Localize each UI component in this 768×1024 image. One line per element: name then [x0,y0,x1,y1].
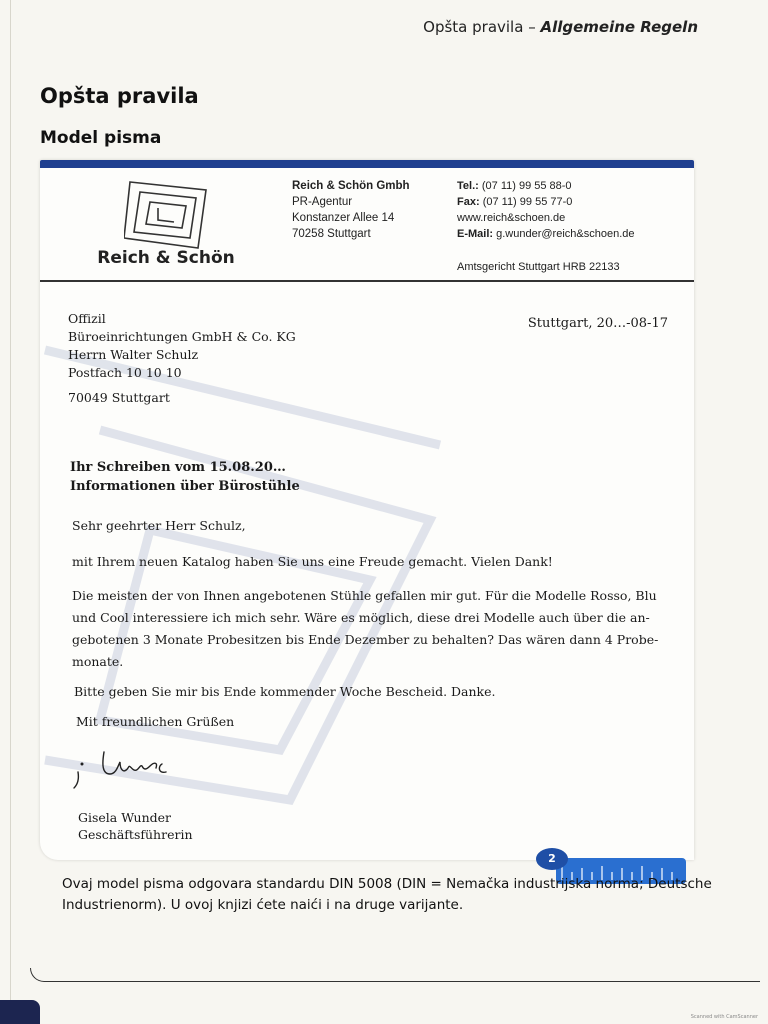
fax-value: (07 11) 99 55 77-0 [482,196,573,208]
website: www.reich&schoen.de [457,212,566,224]
company-name: Reich & Schön [97,248,235,268]
sub-title: Model pisma [40,128,162,148]
body-paragraph-2 [72,585,677,673]
running-header-sr: Opšta pravila [423,18,524,36]
address-line: 70258 Stuttgart [292,228,371,240]
recipient-line: Büroeinrichtungen GmbH & Co. KG [68,329,296,344]
tel-value: (07 11) 99 55 88-0 [481,180,572,192]
letter-date: Stuttgart, 20…-08-17 [527,316,668,331]
commercial-register: Amtsgericht Stuttgart HRB 22133 [457,261,620,273]
company-logo-icon [124,180,208,250]
scanner-watermark: Scanned with CamScanner [690,1014,758,1020]
signer-block [78,809,193,843]
handwritten-signature [70,744,200,794]
recipient-line: Postfach 10 10 10 [68,365,182,380]
paragraph-line: Die meisten der von Ihnen angebotenen Stühle gefallen mir gut. Für die Modelle Rosso, Blu [72,588,657,603]
salutation: Sehr geehrter Herr Schulz, [72,518,246,533]
corner-mark [0,1000,40,1024]
page-bottom-border [30,968,760,982]
page-fold-edge [10,0,40,1024]
recipient-line: Herrn Walter Schulz [68,347,199,362]
sender-address [292,178,410,242]
section-title: Opšta pravila [40,84,199,108]
tel-label: Tel.: [457,180,479,192]
address-line: PR-Agentur [292,196,353,208]
address-line: Konstanzer Allee 14 [292,212,395,224]
address-line: Reich & Schön Gmbh [292,180,410,192]
letter-sample [40,160,694,860]
recipient-city: 70049 Stuttgart [68,390,170,405]
paragraph-line: gebotenen 3 Monate Probesitzen bis Ende Dezember zu behalten? Das wären dann 4 Probe- [72,632,659,647]
closing-phrase: Mit freundlichen Grüßen [76,714,235,729]
subject-line: Ihr Schreiben vom 15.08.20… [70,460,286,475]
running-header-separator: – [523,18,541,36]
subject-line: Informationen über Bürostühle [70,479,300,494]
signer-title: Geschäftsführerin [78,827,193,842]
letterhead-divider [40,280,694,282]
letter-subject [70,458,300,496]
body-paragraph-1: mit Ihrem neuen Katalog haben Sie uns eine Freude gemacht. Vielen Dank! [72,554,553,569]
email-label: E-Mail: [457,228,494,240]
sender-contact [457,178,634,242]
ruler-number-badge: 2 [536,848,568,870]
running-header-de: Allgemeine Regeln [540,18,698,36]
recipient-address [68,310,296,382]
letter-top-bar [40,160,694,168]
paragraph-line: und Cool interessiere ich mich sehr. Wäre es möglich, diese drei Modelle auch über die an- [72,610,650,625]
running-header [423,18,698,36]
signer-name: Gisela Wunder [78,810,172,825]
fax-label: Fax: [457,196,480,208]
recipient-line: Offizil [68,311,106,326]
body-paragraph-3: Bitte geben Sie mir bis Ende kommender Woche Bescheid. Danke. [74,684,496,699]
paragraph-line: monate. [72,654,124,669]
footnote-text: Ovaj model pisma odgovara standardu DIN 5008 (DIN = Nemačka industrijska norma; Deutsche Industrienorm). U ovoj knjizi ćete naići i na druge varijante. [62,876,712,913]
email-value: g.wunder@reich&schoen.de [496,228,635,240]
